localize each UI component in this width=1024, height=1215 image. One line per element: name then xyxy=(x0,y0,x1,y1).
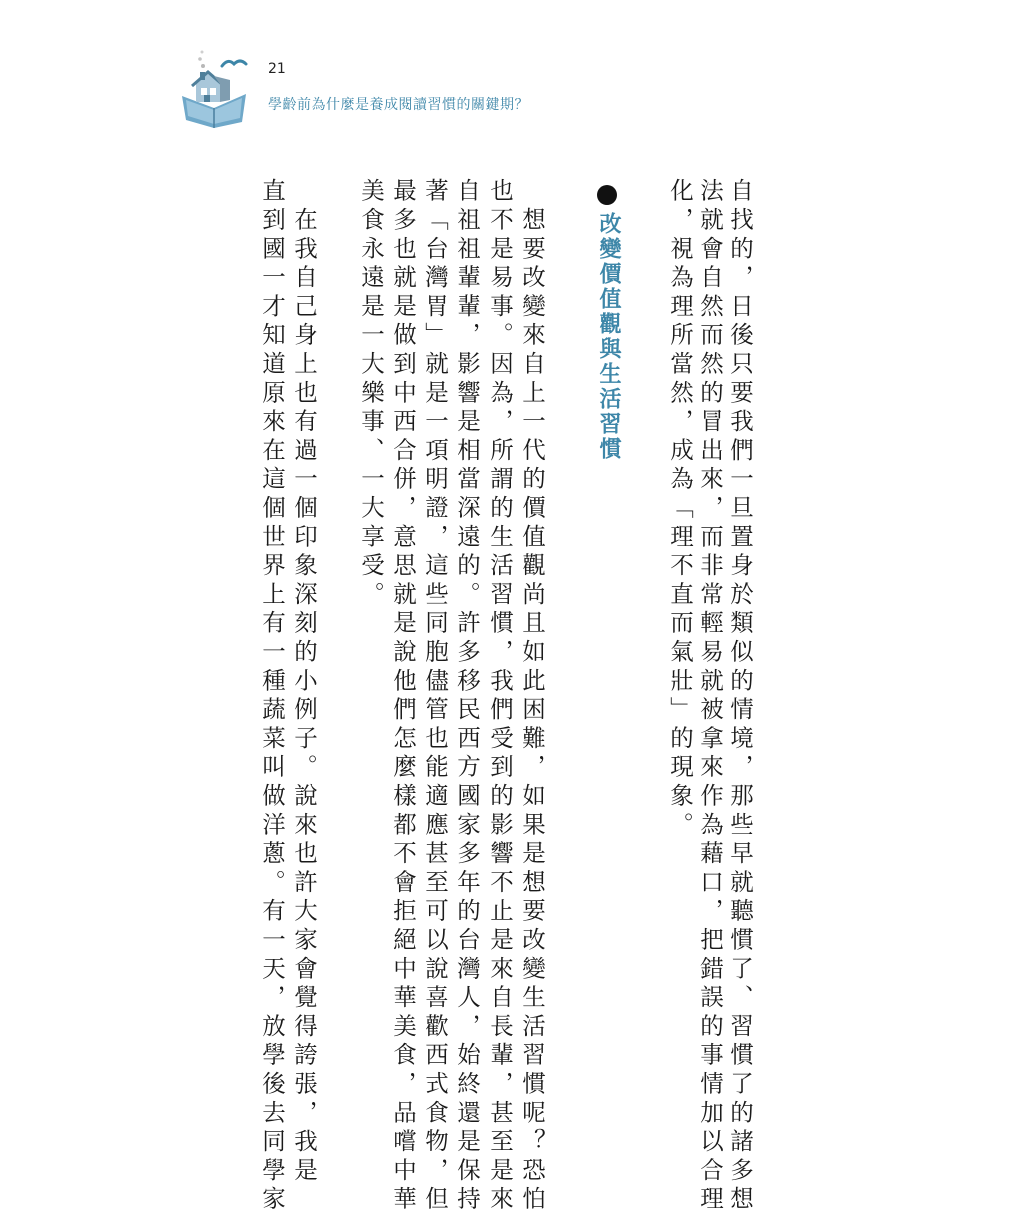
body-text-column: 美食永遠是一大樂事、一大享受。 xyxy=(357,178,385,610)
body-text-column: 自祖祖輩輩，影響是相當深遠的。許多移民西方國家多年的台灣人，始終還是保持 xyxy=(453,178,481,1215)
body-text-column: 也不是易事。因為，所謂的生活習慣，我們受到的影響不止是來自長輩，甚至是來 xyxy=(486,178,514,1215)
body-text-column: 著「台灣胃」就是一項明證，這些同胞儘管也能適應甚至可以說喜歡西式食物，但 xyxy=(421,178,449,1215)
body-text-column: 化，視為理所當然，成為「理不直而氣壯」的現象。 xyxy=(666,178,694,841)
house-on-book-icon xyxy=(178,44,250,128)
section-heading: 改變價值觀與生活習慣 xyxy=(596,212,621,462)
body-text-column: 想要改變來自上一代的價值觀尚且如此困難，如果是想要改變生活習慣呢？恐怕 xyxy=(518,178,546,1215)
body-text-column: 自找的，日後只要我們一旦置身於類似的情境，那些早就聽慣了、習慣了的諸多想 xyxy=(726,178,754,1215)
running-title: 學齡前為什麼是養成閱讀習慣的關鍵期？ xyxy=(268,97,529,113)
body-text-column: 法就會自然而然的冒出來，而非常輕易就被拿來作為藉口，把錯誤的事情加以合理 xyxy=(696,178,724,1215)
body-text-column: 在我自己身上也有過一個印象深刻的小例子。說來也許大家會覺得誇張，我是 xyxy=(290,178,318,1186)
black-dot-bullet-icon xyxy=(597,185,617,205)
body-text-column: 直到國一才知道原來在這個世界上有一種蔬菜叫做洋蔥。有一天，放學後去同學家 xyxy=(258,178,286,1215)
body-text-column: 最多也就是做到中西合併，意思就是說他們怎麼樣都不會拒絕中華美食，品嚐中華 xyxy=(389,178,417,1215)
page-number: 21 xyxy=(268,61,286,77)
